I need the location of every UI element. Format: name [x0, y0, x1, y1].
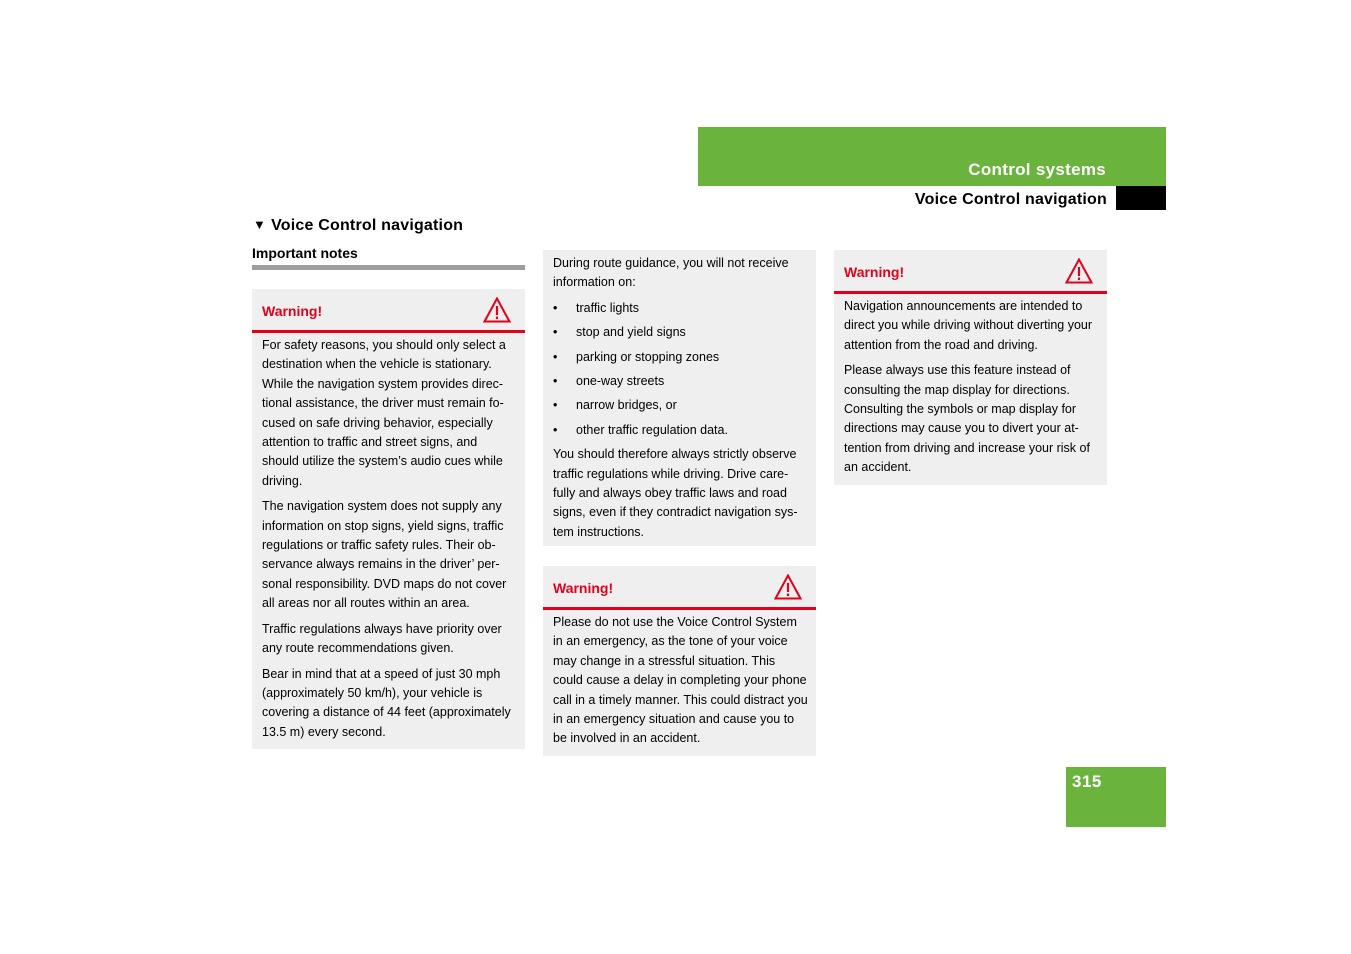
warning-triangle-icon	[774, 574, 802, 600]
warning-label: Warning!	[844, 264, 905, 280]
header-bar	[698, 127, 1166, 186]
info-box-route-guidance	[543, 250, 816, 546]
warning-triangle-icon	[483, 297, 511, 323]
warning-paragraph: Please always use this feature instead of consulting the map display for directions. Consulting the symbols or map display for directions may cause you to divert your at-tention from driving and increase your risk of an accident.	[844, 363, 1090, 475]
warning-paragraph: Bear in mind that at a speed of just 30 mph (approximately 50 km/h), your vehicle is covering a distance of 44 feet (approximately 13.5 m) every second.	[262, 666, 511, 739]
subsection-title: Voice Control navigation	[914, 191, 1107, 208]
warning-header	[252, 289, 525, 333]
info-intro: During route guidance, you will not receive information on:	[553, 256, 789, 290]
page-title-text: Voice Control navigation	[271, 217, 464, 234]
triangle-marker-icon: ▼	[253, 217, 267, 232]
warning-box-emergency	[543, 566, 816, 756]
warning-paragraph: For safety reasons, you should only select a destination when the vehicle is stationary. While the navigation system provides direc-tional assistance, the driver must remain fo-cused on safe driving behavior, especially attention to traffic and street signs, and should utilize the system’s audio cues while driving.	[262, 338, 506, 488]
warning-triangle-icon	[1065, 258, 1093, 284]
section-subtitle: Important notes	[252, 245, 525, 270]
warning-label: Warning!	[262, 303, 323, 319]
warning-body	[543, 610, 816, 754]
warning-paragraph: The navigation system does not supply any information on stop signs, yield signs, traffic regulations or traffic safety rules. Their ob-servance always remains in the driver’ per-sonal responsibility. DVD maps do not cover all areas nor all routes within an area.	[262, 499, 507, 611]
info-list	[553, 299, 808, 440]
page-number: 315	[1072, 772, 1102, 791]
list-item: • parking or stopping zones	[553, 348, 808, 367]
warning-header	[834, 250, 1107, 294]
warning-body	[834, 294, 1107, 483]
warning-body	[252, 333, 525, 747]
warning-paragraph: Please do not use the Voice Control System in an emergency, as the tone of your voice may change in a stressful situation. This could cause a delay in completing your phone call in a timely manner. This could distract you in an emergency situation and cause you to be involved in an accident.	[553, 615, 808, 746]
list-item: • stop and yield signs	[553, 323, 808, 342]
warning-box-announcements	[834, 250, 1107, 485]
warning-box-safety	[252, 289, 525, 749]
header-marker-block	[1116, 186, 1166, 210]
warning-header	[543, 566, 816, 610]
warning-label: Warning!	[553, 580, 614, 596]
section-title: Control systems	[968, 160, 1106, 179]
warning-paragraph: Navigation announcements are intended to direct you while driving without diverting your attention from the road and driving.	[844, 299, 1093, 352]
info-outro: You should therefore always strictly observe traffic regulations while driving. Drive care-fully and always obey traffic laws and road signs, even if they contradict navigation sys-tem instructions.	[553, 447, 798, 539]
page-title	[253, 217, 463, 235]
list-item: • other traffic regulation data.	[553, 421, 808, 440]
list-item: • one-way streets	[553, 372, 808, 391]
warning-paragraph: Traffic regulations always have priority over any route recommendations given.	[262, 621, 502, 656]
info-body	[543, 250, 816, 553]
list-item: • traffic lights	[553, 299, 808, 318]
page-number-tab	[1066, 767, 1166, 827]
list-item: • narrow bridges, or	[553, 396, 808, 415]
